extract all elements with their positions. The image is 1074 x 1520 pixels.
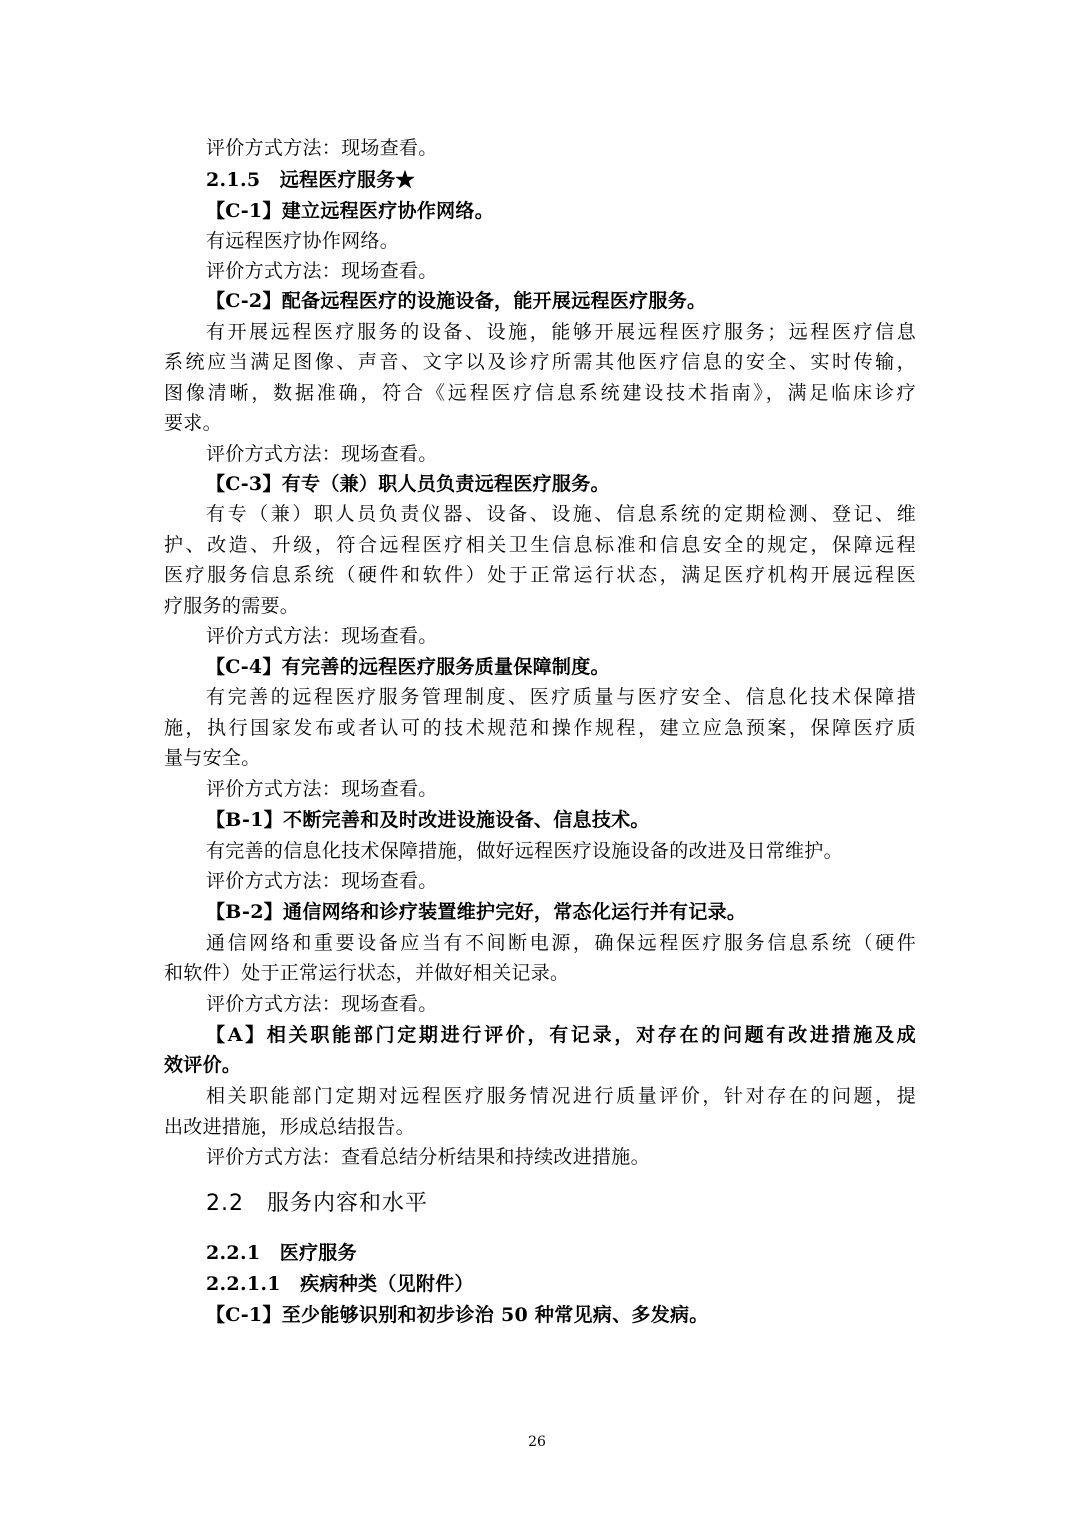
- section-heading-2-2-1-1: 2.2.1.1 疾病种类（见附件）: [206, 1273, 474, 1295]
- evaluation-method: 评价方式方法：现场查看。: [206, 870, 438, 892]
- paragraph-line: 通信网络和重要设备应当有不间断电源，确保远程医疗服务信息系统（硬件: [206, 932, 916, 954]
- section-heading-2-2: 2.2 服务内容和水平: [206, 1191, 428, 1216]
- evaluation-method: 评价方式方法：现场查看。: [206, 443, 438, 465]
- paragraph-line: 有完善的信息化技术保障措施，做好远程医疗设施设备的改进及日常维护。: [206, 840, 843, 862]
- paragraph-line: 有开展远程医疗服务的设备、设施，能够开展远程医疗服务；远程医疗信息: [206, 321, 916, 343]
- evaluation-method: 评价方式方法：查看总结分析结果和持续改进措施。: [206, 1146, 650, 1168]
- page-number: 26: [528, 1434, 546, 1450]
- evaluation-method: 评价方式方法：现场查看。: [206, 778, 438, 800]
- criterion-b2: 【B-2】通信网络和诊疗装置维护完好，常态化运行并有记录。: [206, 901, 747, 923]
- criterion-c2: 【C-2】配备远程医疗的设施设备，能开展远程医疗服务。: [206, 290, 707, 312]
- evaluation-method: 评价方式方法：现场查看。: [206, 625, 438, 647]
- paragraph-line: 系统应当满足图像、声音、文字以及诊疗所需其他医疗信息的安全、实时传输，: [164, 351, 916, 373]
- paragraph-line: 和软件）处于正常运行状态，并做好相关记录。: [164, 962, 570, 984]
- paragraph-line: 出改进措施，形成总结报告。: [164, 1116, 415, 1138]
- evaluation-method: 评价方式方法：现场查看。: [206, 260, 438, 282]
- section-heading-2-1-5: 2.1.5 远程医疗服务★: [206, 169, 415, 191]
- section-heading-2-2-1: 2.2.1 医疗服务: [206, 1242, 357, 1264]
- paragraph-line: 施，执行国家发布或者认可的技术规范和操作规程，建立应急预案，保障医疗质: [164, 717, 916, 739]
- paragraph-line: 相关职能部门定期对远程医疗服务情况进行质量评价，针对存在的问题，提: [206, 1085, 916, 1107]
- paragraph-line: 有远程医疗协作网络。: [206, 230, 400, 252]
- paragraph-line: 有专（兼）职人员负责仪器、设备、设施、信息系统的定期检测、登记、维: [206, 503, 916, 525]
- evaluation-method: 评价方式方法：现场查看。: [206, 137, 438, 159]
- paragraph-line: 图像清晰，数据准确，符合《远程医疗信息系统建设技术指南》，满足临床诊疗: [164, 382, 916, 404]
- paragraph-line: 医疗服务信息系统（硬件和软件）处于正常运行状态，满足医疗机构开展远程医: [164, 564, 916, 586]
- criterion-b1: 【B-1】不断完善和及时改进设施设备、信息技术。: [206, 809, 650, 831]
- paragraph-line: 护、改造、升级，符合远程医疗相关卫生信息标准和信息安全的规定，保障远程: [164, 534, 916, 556]
- criterion-c1: 【C-1】建立远程医疗协作网络。: [206, 200, 495, 222]
- criterion-c4: 【C-4】有完善的远程医疗服务质量保障制度。: [206, 656, 610, 678]
- criterion-c1-diseases: 【C-1】至少能够识别和初步诊治 50 种常见病、多发病。: [206, 1304, 709, 1326]
- criterion-a-continued: 效评价。: [164, 1054, 242, 1076]
- evaluation-method: 评价方式方法：现场查看。: [206, 993, 438, 1015]
- paragraph-line: 要求。: [164, 412, 222, 434]
- paragraph-line: 有完善的远程医疗服务管理制度、医疗质量与医疗安全、信息化技术保障措: [206, 686, 916, 708]
- criterion-c3: 【C-3】有专（兼）职人员负责远程医疗服务。: [206, 473, 610, 495]
- paragraph-line: 量与安全。: [164, 747, 261, 769]
- paragraph-line: 疗服务的需要。: [164, 595, 300, 617]
- criterion-a: 【A】相关职能部门定期进行评价，有记录，对存在的问题有改进措施及成: [206, 1024, 916, 1046]
